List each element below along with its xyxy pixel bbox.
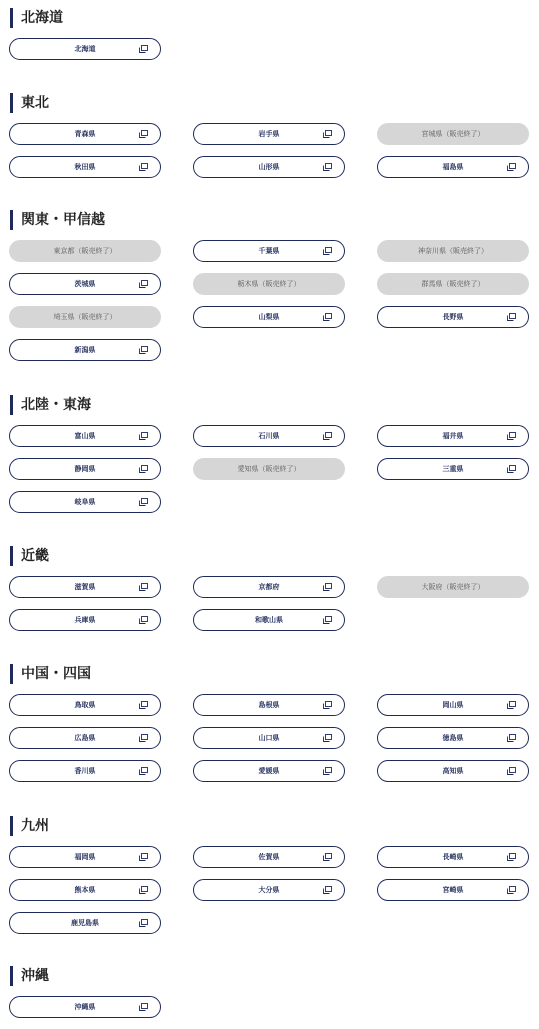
prefecture-label: 石川県 bbox=[258, 432, 280, 440]
prefecture-button[interactable] bbox=[193, 240, 345, 262]
region-kinki bbox=[0, 546, 539, 642]
region-title: 北海道 bbox=[10, 8, 63, 28]
prefecture-label: 新潟県 bbox=[74, 346, 96, 354]
region-kyushu bbox=[0, 816, 539, 945]
prefecture-button[interactable] bbox=[9, 491, 161, 513]
prefecture-label: 東京都（販売終了） bbox=[53, 247, 117, 255]
external-link-icon bbox=[139, 701, 148, 709]
prefecture-label: 大阪府（販売終了） bbox=[421, 583, 485, 591]
region-title: 沖縄 bbox=[10, 966, 49, 986]
prefecture-label: 山口県 bbox=[258, 734, 280, 742]
prefecture-label: 岩手県 bbox=[258, 130, 280, 138]
external-link-icon bbox=[139, 616, 148, 624]
external-link-icon bbox=[139, 346, 148, 354]
prefecture-button[interactable] bbox=[377, 458, 529, 480]
region-title: 関東・甲信越 bbox=[10, 210, 105, 230]
prefecture-label: 群馬県（販売終了） bbox=[421, 280, 485, 288]
prefecture-label: 岐阜県 bbox=[74, 498, 96, 506]
prefecture-button-sold-out bbox=[377, 240, 529, 262]
prefecture-button[interactable] bbox=[9, 760, 161, 782]
external-link-icon bbox=[323, 313, 332, 321]
external-link-icon bbox=[507, 163, 516, 171]
prefecture-label: 山形県 bbox=[258, 163, 280, 171]
prefecture-label: 佐賀県 bbox=[258, 853, 280, 861]
prefecture-button[interactable] bbox=[193, 879, 345, 901]
external-link-icon bbox=[507, 886, 516, 894]
prefecture-button[interactable] bbox=[9, 846, 161, 868]
external-link-icon bbox=[507, 734, 516, 742]
prefecture-button[interactable] bbox=[377, 306, 529, 328]
prefecture-label: 長野県 bbox=[442, 313, 464, 321]
region-title: 近畿 bbox=[10, 546, 49, 566]
external-link-icon bbox=[507, 465, 516, 473]
external-link-icon bbox=[139, 886, 148, 894]
prefecture-button[interactable] bbox=[9, 425, 161, 447]
prefecture-button[interactable] bbox=[377, 694, 529, 716]
prefecture-button-sold-out bbox=[9, 306, 161, 328]
external-link-icon bbox=[323, 616, 332, 624]
prefecture-label: 兵庫県 bbox=[74, 616, 96, 624]
prefecture-button[interactable] bbox=[193, 760, 345, 782]
prefecture-label: 福井県 bbox=[442, 432, 464, 440]
prefecture-button[interactable] bbox=[377, 156, 529, 178]
prefecture-button[interactable] bbox=[9, 694, 161, 716]
external-link-icon bbox=[139, 465, 148, 473]
prefecture-label: 宮城県（販売終了） bbox=[421, 130, 485, 138]
prefecture-button[interactable] bbox=[193, 306, 345, 328]
prefecture-button[interactable] bbox=[377, 425, 529, 447]
prefecture-label: 広島県 bbox=[74, 734, 96, 742]
prefecture-label: 香川県 bbox=[74, 767, 96, 775]
prefecture-label: 茨城県 bbox=[74, 280, 96, 288]
prefecture-button[interactable] bbox=[9, 339, 161, 361]
external-link-icon bbox=[323, 247, 332, 255]
external-link-icon bbox=[323, 432, 332, 440]
prefecture-label: 鹿児島県 bbox=[71, 919, 99, 927]
prefecture-button[interactable] bbox=[9, 879, 161, 901]
prefecture-button[interactable] bbox=[9, 273, 161, 295]
region-hokuriku-tokai bbox=[0, 395, 539, 524]
external-link-icon bbox=[507, 767, 516, 775]
prefecture-button[interactable] bbox=[377, 727, 529, 749]
external-link-icon bbox=[507, 701, 516, 709]
region-title: 中国・四国 bbox=[10, 664, 91, 684]
external-link-icon bbox=[323, 734, 332, 742]
external-link-icon bbox=[323, 163, 332, 171]
external-link-icon bbox=[323, 130, 332, 138]
prefecture-label: 富山県 bbox=[74, 432, 96, 440]
prefecture-label: 島根県 bbox=[258, 701, 280, 709]
prefecture-button[interactable] bbox=[193, 156, 345, 178]
prefecture-button[interactable] bbox=[9, 912, 161, 934]
prefecture-label: 滋賀県 bbox=[74, 583, 96, 591]
prefecture-button[interactable] bbox=[9, 123, 161, 145]
prefecture-button-sold-out bbox=[377, 123, 529, 145]
external-link-icon bbox=[507, 853, 516, 861]
prefecture-label: 神奈川県（販売終了） bbox=[418, 247, 488, 255]
prefecture-button[interactable] bbox=[377, 879, 529, 901]
prefecture-label: 長崎県 bbox=[442, 853, 464, 861]
prefecture-button-sold-out bbox=[377, 576, 529, 598]
external-link-icon bbox=[323, 583, 332, 591]
prefecture-label: 秋田県 bbox=[74, 163, 96, 171]
prefecture-label: 熊本県 bbox=[74, 886, 96, 894]
prefecture-label: 高知県 bbox=[442, 767, 464, 775]
external-link-icon bbox=[507, 313, 516, 321]
region-title: 九州 bbox=[10, 816, 49, 836]
external-link-icon bbox=[139, 130, 148, 138]
prefecture-label: 岡山県 bbox=[442, 701, 464, 709]
external-link-icon bbox=[139, 432, 148, 440]
prefecture-button[interactable] bbox=[9, 609, 161, 631]
prefecture-label: 大分県 bbox=[258, 886, 280, 894]
prefecture-label: 千葉県 bbox=[258, 247, 280, 255]
region-title: 北陸・東海 bbox=[10, 395, 91, 415]
external-link-icon bbox=[139, 163, 148, 171]
prefecture-button[interactable] bbox=[193, 609, 345, 631]
prefecture-label: 福岡県 bbox=[74, 853, 96, 861]
prefecture-label: 鳥取県 bbox=[74, 701, 96, 709]
prefecture-label: 沖縄県 bbox=[74, 1003, 96, 1011]
region-hokkaido bbox=[0, 8, 539, 71]
prefecture-button[interactable] bbox=[193, 846, 345, 868]
prefecture-label: 愛知県（販売終了） bbox=[237, 465, 301, 473]
external-link-icon bbox=[139, 853, 148, 861]
external-link-icon bbox=[139, 583, 148, 591]
prefecture-label: 宮崎県 bbox=[442, 886, 464, 894]
prefecture-button-sold-out bbox=[193, 458, 345, 480]
prefecture-label: 栃木県（販売終了） bbox=[237, 280, 301, 288]
region-chugoku-shikoku bbox=[0, 664, 539, 793]
external-link-icon bbox=[139, 734, 148, 742]
prefecture-button[interactable] bbox=[377, 760, 529, 782]
region-title: 東北 bbox=[10, 93, 49, 113]
prefecture-button-sold-out bbox=[193, 273, 345, 295]
external-link-icon bbox=[139, 1003, 148, 1011]
external-link-icon bbox=[323, 853, 332, 861]
prefecture-label: 青森県 bbox=[74, 130, 96, 138]
prefecture-button[interactable] bbox=[9, 727, 161, 749]
prefecture-label: 北海道 bbox=[74, 45, 96, 53]
prefecture-button-sold-out bbox=[377, 273, 529, 295]
region-okinawa bbox=[0, 966, 539, 1029]
prefecture-button[interactable] bbox=[9, 156, 161, 178]
prefecture-button[interactable] bbox=[193, 123, 345, 145]
prefecture-button[interactable] bbox=[9, 576, 161, 598]
prefecture-label: 徳島県 bbox=[442, 734, 464, 742]
prefecture-label: 静岡県 bbox=[74, 465, 96, 473]
external-link-icon bbox=[323, 767, 332, 775]
prefecture-label: 山梨県 bbox=[258, 313, 280, 321]
prefecture-label: 三重県 bbox=[442, 465, 464, 473]
external-link-icon bbox=[139, 767, 148, 775]
prefecture-label: 福島県 bbox=[442, 163, 464, 171]
external-link-icon bbox=[323, 886, 332, 894]
external-link-icon bbox=[139, 45, 148, 53]
region-kanto-koshinetsu bbox=[0, 210, 539, 372]
prefecture-button[interactable] bbox=[9, 38, 161, 60]
external-link-icon bbox=[139, 498, 148, 506]
external-link-icon bbox=[139, 280, 148, 288]
prefecture-button[interactable] bbox=[9, 458, 161, 480]
region-tohoku bbox=[0, 93, 539, 189]
prefecture-button[interactable] bbox=[193, 425, 345, 447]
external-link-icon bbox=[507, 432, 516, 440]
prefecture-button[interactable] bbox=[193, 576, 345, 598]
prefecture-label: 愛媛県 bbox=[258, 767, 280, 775]
prefecture-button[interactable] bbox=[193, 694, 345, 716]
prefecture-label: 京都府 bbox=[258, 583, 280, 591]
prefecture-label: 和歌山県 bbox=[255, 616, 283, 624]
prefecture-button[interactable] bbox=[9, 996, 161, 1018]
external-link-icon bbox=[323, 701, 332, 709]
prefecture-button-sold-out bbox=[9, 240, 161, 262]
external-link-icon bbox=[139, 919, 148, 927]
prefecture-button[interactable] bbox=[193, 727, 345, 749]
prefecture-label: 埼玉県（販売終了） bbox=[53, 313, 117, 321]
prefecture-button[interactable] bbox=[377, 846, 529, 868]
